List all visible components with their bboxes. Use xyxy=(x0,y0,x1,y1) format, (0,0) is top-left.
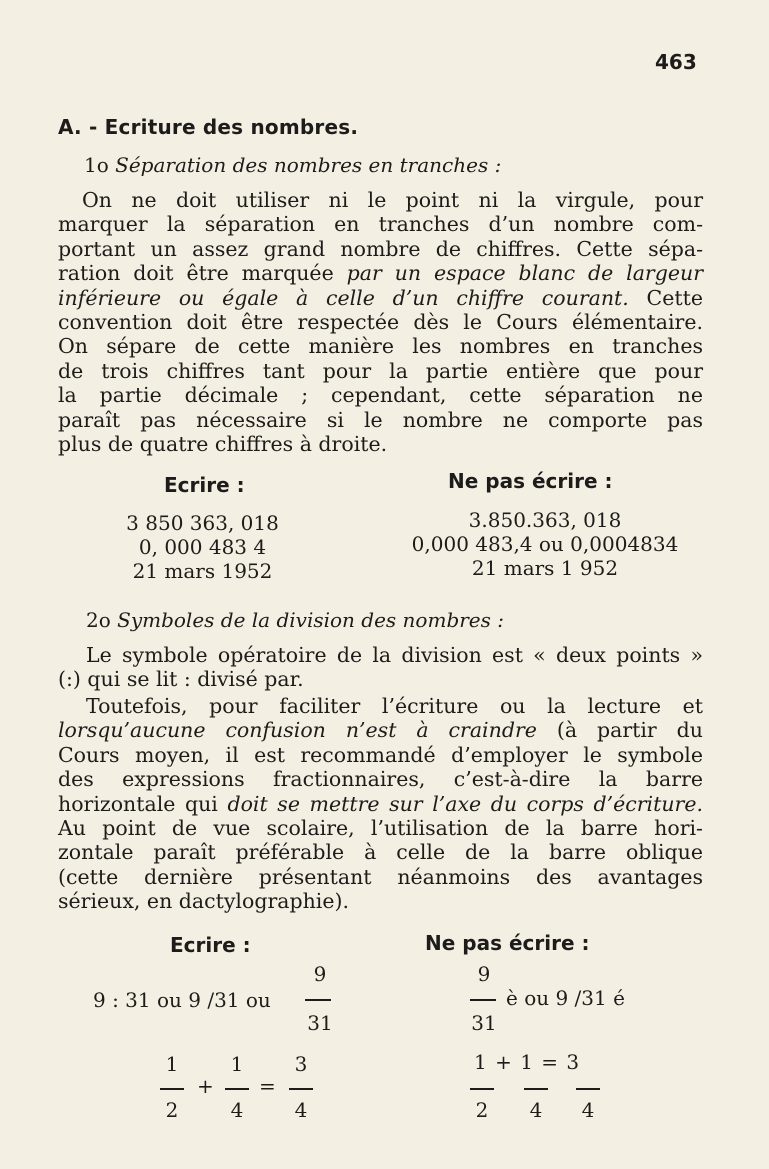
subheading-1 xyxy=(84,153,501,177)
paragraph-fraction-bar xyxy=(58,694,703,914)
fraction-denominator: 4 xyxy=(294,1098,308,1122)
text-segment-italic: inférieure ou égale à celle d’un chiffre courant. xyxy=(58,285,629,310)
fraction-bar xyxy=(225,1088,249,1090)
fraction-denominator: 4 xyxy=(581,1098,595,1122)
text-line: (cette dernière présentant néanmoins des avantages xyxy=(58,864,703,889)
text-segment: horizontale qui xyxy=(58,791,228,816)
text-line xyxy=(58,286,703,310)
text-line: paraît pas nécessaire si le nombre ne comporte pas xyxy=(58,407,703,432)
text-segment-italic: lorsqu’aucune confusion n’est à craindre xyxy=(58,718,537,743)
table1-left-row: 0, 000 483 4 xyxy=(138,535,267,559)
subheading-1-title: Séparation des nombres en tranches : xyxy=(115,153,502,177)
paragraph-division-symbol xyxy=(58,643,703,692)
table1-left-column xyxy=(90,511,315,583)
text-line: Cours moyen, il est recommandé d’employer le symbole xyxy=(58,742,703,767)
text-segment: (à partir du xyxy=(536,718,703,743)
text-segment: ration doit être marquée xyxy=(58,261,347,286)
text-line xyxy=(58,792,703,816)
fraction-numerator: 9 xyxy=(313,962,327,986)
fraction-bar xyxy=(289,1088,313,1090)
subheading-2-number: 2o xyxy=(86,608,111,632)
fraction-denominator: 2 xyxy=(475,1098,489,1122)
text-line: de trois chiffres tant pour la partie entière que pour xyxy=(58,358,703,383)
table1-right-row: 3.850.363, 018 xyxy=(468,508,622,532)
text-line xyxy=(58,261,703,285)
paragraph-separation xyxy=(58,188,703,456)
text-line: sérieux, en dactylographie). xyxy=(58,889,350,914)
text-line: marquer la séparation en tranches d’un nombre com- xyxy=(58,212,703,237)
text-line: Toutefois, pour faciliter l’écriture ou la lecture et xyxy=(86,694,703,718)
fraction-numerator: 1 xyxy=(165,1052,179,1076)
equals-sign: = xyxy=(259,1074,276,1098)
text-line: On ne doit utiliser ni le point ni la virgule, pour xyxy=(82,188,703,212)
incorrect-sum-numerators: 1 + 1 = 3 xyxy=(474,1050,580,1074)
table1-right-header: Ne pas écrire : xyxy=(448,469,613,493)
text-line: la partie décimale ; cependant, cette séparation ne xyxy=(58,383,703,408)
text-line: zontale paraît préférable à celle de la barre oblique xyxy=(58,840,703,865)
table1-right-row: 21 mars 1 952 xyxy=(471,556,619,580)
section-title: A. - Ecriture des nombres. xyxy=(58,115,359,139)
fraction-denominator: 4 xyxy=(529,1098,543,1122)
table1-right-column xyxy=(395,508,695,580)
text-segment: Cette xyxy=(628,285,703,310)
fraction-bar xyxy=(524,1088,548,1090)
division-expression: 9 : 31 ou 9 /31 ou xyxy=(93,988,271,1012)
text-line: des expressions fractionnaires, c’est-à-dire la barre xyxy=(58,767,703,792)
fraction-numerator: 9 xyxy=(477,962,491,986)
table1-left-row: 3 850 363, 018 xyxy=(126,511,279,535)
fraction-denominator: 31 xyxy=(471,1011,497,1035)
fraction-numerator: 1 xyxy=(230,1052,244,1076)
table1-left-row: 21 mars 1952 xyxy=(132,559,273,583)
fraction-bar xyxy=(470,1088,494,1090)
text-line: On sépare de cette manière les nombres en tranches xyxy=(58,334,703,359)
incorrect-division-expression: è ou 9 /31 é xyxy=(506,986,625,1010)
subheading-2 xyxy=(86,608,504,632)
text-segment-italic: doit se mettre sur l’axe du corps d’écriture. xyxy=(227,791,704,816)
subheading-2-title: Symboles de la division des nombres : xyxy=(117,608,504,632)
table1-left-header: Ecrire : xyxy=(164,473,245,497)
table2-left-header: Ecrire : xyxy=(170,933,251,957)
plus-sign: + xyxy=(197,1074,214,1098)
fraction-bar xyxy=(470,999,496,1001)
text-line: Le symbole opératoire de la division est « deux points » xyxy=(86,643,703,667)
fraction-bar xyxy=(305,999,331,1001)
fraction-numerator: 3 xyxy=(294,1052,308,1076)
text-line: (:) qui se lit : divisé par. xyxy=(58,667,304,692)
fraction-denominator: 4 xyxy=(230,1098,244,1122)
text-line: convention doit être respectée dès le Cours élémentaire. xyxy=(58,310,703,335)
text-line: portant un assez grand nombre de chiffres. Cette sépa- xyxy=(58,236,703,261)
table2-right-header: Ne pas écrire : xyxy=(425,931,590,955)
subheading-1-number: 1o xyxy=(84,153,109,177)
text-line: Au point de vue scolaire, l’utilisation de la barre hori- xyxy=(58,816,703,841)
fraction-bar xyxy=(160,1088,184,1090)
fraction-denominator: 31 xyxy=(307,1011,333,1035)
fraction-bar xyxy=(576,1088,600,1090)
fraction-denominator: 2 xyxy=(165,1098,179,1122)
text-segment-italic: par un espace blanc de largeur xyxy=(346,261,703,286)
text-line: plus de quatre chiffres à droite. xyxy=(58,432,388,457)
text-line xyxy=(58,718,703,742)
page-number: 463 xyxy=(655,50,697,74)
table1-right-row: 0,000 483,4 ou 0,0004834 xyxy=(411,532,679,556)
